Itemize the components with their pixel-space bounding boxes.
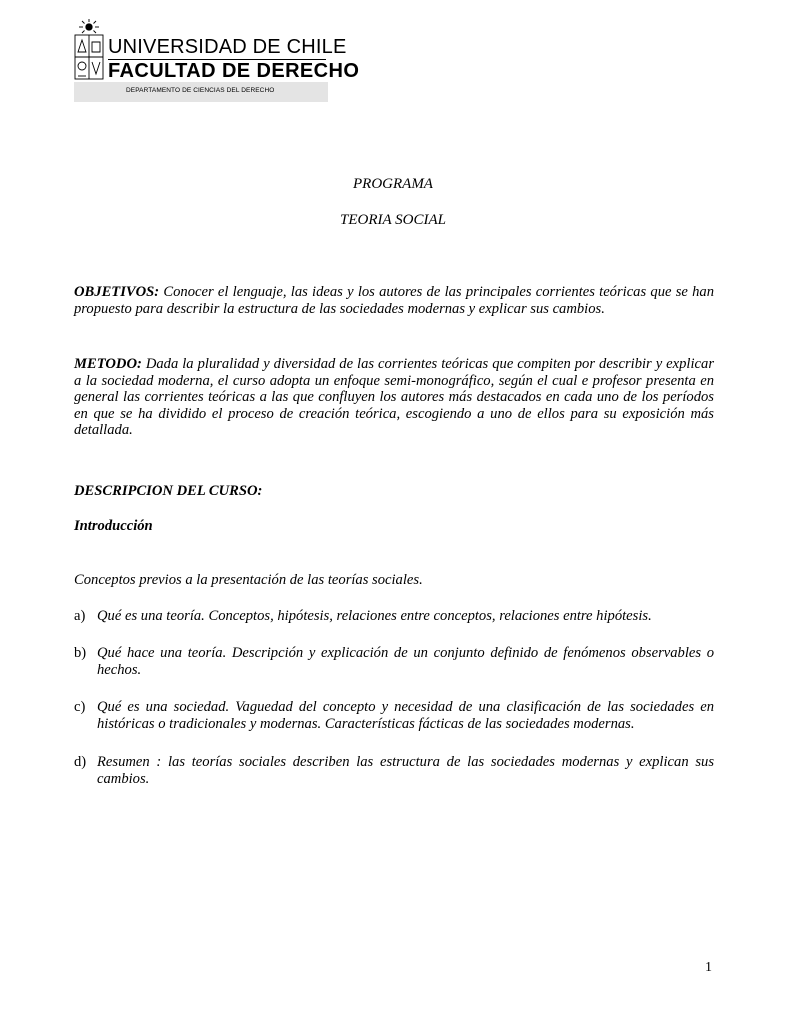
course-title: TEORIA SOCIAL <box>340 212 446 228</box>
university-name: UNIVERSIDAD DE CHILE <box>108 36 347 58</box>
objetivos-text: Conocer el lenguaje, las ideas y los autores de las principales corrientes teóricas que se han propuesto para describir la estructura de las sociedades modernas y explicar sus cambios. <box>74 284 714 317</box>
list-item <box>74 608 714 625</box>
list-item-text: Qué hace una teoría. Descripción y explicación de un conjunto definido de fenómenos observables o hechos. <box>97 645 714 678</box>
list-item <box>74 645 714 679</box>
objetivos-paragraph <box>74 284 714 317</box>
page-number: 1 <box>705 960 712 975</box>
department-band <box>74 82 328 102</box>
document-title: PROGRAMA <box>353 176 433 192</box>
metodo-paragraph <box>74 356 714 439</box>
list-marker: a) <box>74 608 86 624</box>
university-emblem-icon <box>74 18 104 80</box>
list-marker: b) <box>74 645 87 661</box>
descripcion-heading: DESCRIPCION DEL CURSO: <box>74 483 263 499</box>
list-item <box>74 754 714 788</box>
list-item-text: Qué es una teoría. Conceptos, hipótesis, relaciones entre conceptos, relaciones entre hipótesis. <box>97 608 652 624</box>
conceptos-line: Conceptos previos a la presentación de las teorías sociales. <box>74 572 423 588</box>
metodo-label: METODO: <box>74 356 142 372</box>
faculty-name: FACULTAD DE DERECHO <box>108 60 360 82</box>
list-item-text: Resumen : las teorías sociales describen las estructura de las sociedades modernas y explican sus cambios. <box>97 754 714 787</box>
university-logo <box>74 18 360 102</box>
objetivos-label: OBJETIVOS: <box>74 284 160 300</box>
list-item-text: Qué es una sociedad. Vaguedad del concepto y necesidad de una clasificación de las sociedades en históricas o tradicionales y modernas. Características fácticas de las sociedades modernas. <box>97 699 714 732</box>
introduccion-heading: Introducción <box>74 518 153 534</box>
list-item <box>74 699 714 733</box>
metodo-text: Dada la pluralidad y diversidad de las corrientes teóricas que compiten por describir y explicar a la sociedad moderna, el curso adopta un enfoque semi-monográfico, según el cual e profesor presenta en general las corrientes teóricas a las que confluyen los autores más destacados en cada uno de los períodos en que se ha dividido el proceso de creación teórica, escogiendo a uno de ellos para su exposición más detallada. <box>74 356 714 439</box>
list-marker: d) <box>74 754 87 770</box>
list-marker: c) <box>74 699 86 715</box>
department-name: DEPARTAMENTO DE CIENCIAS DEL DERECHO <box>126 87 275 94</box>
